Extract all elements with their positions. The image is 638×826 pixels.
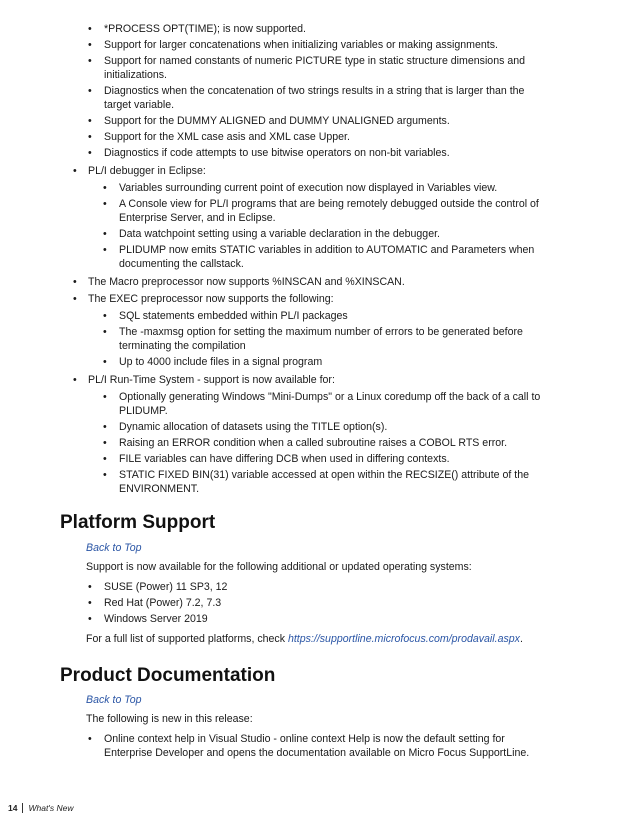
list-item: • SQL statements embedded within PL/I packages [101,309,561,323]
platform-note-text: For a full list of supported platforms, check [86,633,288,645]
list-item: • FILE variables can have differing DCB when used in differing contexts. [101,452,561,466]
list-item: • Raising an ERROR condition when a called subroutine raises a COBOL RTS error. [101,436,561,450]
feature-list [0,164,638,496]
platform-support-heading: Platform Support [60,512,216,533]
docs-list [86,732,556,760]
list-item: • Support for the XML case asis and XML case Upper. [86,130,546,144]
platform-note-suffix: . [519,633,523,645]
platform-support-section [86,541,556,646]
feature-sub-list [101,181,561,271]
footer-title: What's New [28,803,74,813]
prodavail-link[interactable]: https://supportline.microfocus.com/prodavail.aspx [287,633,520,645]
platform-item: • Windows Server 2019 [86,612,556,626]
back-to-top-link[interactable]: Back to Top [86,694,142,706]
list-item: • *PROCESS OPT(TIME); is now supported. [86,22,546,36]
list-item: • Up to 4000 include files in a signal program [101,355,561,369]
compiler-feature-list [86,22,546,160]
list-item: • STATIC FIXED BIN(31) variable accessed at open within the RECSIZE() attribute of the ENVIRONMENT. [101,468,561,496]
feature-sub-list [101,390,561,496]
list-item: • Support for larger concatenations when initializing variables or making assignments. [86,38,546,52]
platform-note [86,632,556,646]
platform-item: • SUSE (Power) 11 SP3, 12 [86,580,556,594]
feature-item-label: • PL/I debugger in Eclipse: [88,165,206,177]
feature-sub-list [101,309,561,369]
feature-item [73,164,558,271]
page-footer [8,803,74,813]
list-item: • Diagnostics if code attempts to use bitwise operators on non-bit variables. [86,146,546,160]
list-item: • Diagnostics when the concatenation of two strings results in a string that is larger than the target variable. [86,84,546,112]
list-item: • Optionally generating Windows "Mini-Dumps" or a Linux coredump off the back of a call to PLIDUMP. [101,390,561,418]
list-item: • A Console view for PL/I programs that are being remotely debugged outside the control of Enterprise Server, and in Eclipse. [101,197,561,225]
feature-item-label: • PL/I Run-Time System - support is now available for: [88,374,335,386]
platform-item: • Red Hat (Power) 7.2, 7.3 [86,596,556,610]
feature-item [73,292,558,369]
page-number: 14 [8,803,23,813]
list-item: • Support for named constants of numeric PICTURE type in static structure dimensions and initializations. [86,54,546,82]
product-documentation-heading: Product Documentation [60,665,276,686]
feature-item-label: • The Macro preprocessor now supports %INSCAN and %XINSCAN. [88,276,405,288]
feature-item-label: • The EXEC preprocessor now supports the following: [88,293,334,305]
docs-item: • Online context help in Visual Studio - online context Help is now the default setting for Enterprise Developer and opens the documentation available on Micro Focus SupportLine. [86,732,556,760]
feature-item [73,275,558,289]
platform-intro: Support is now available for the following additional or updated operating systems: [86,561,472,573]
list-item: • Variables surrounding current point of execution now displayed in Variables view. [101,181,561,195]
release-notes-content [0,20,638,500]
list-item: • Data watchpoint setting using a variable declaration in the debugger. [101,227,561,241]
list-item: • Dynamic allocation of datasets using the TITLE option(s). [101,420,561,434]
platform-list [86,580,556,626]
list-item: • The -maxmsg option for setting the maximum number of errors to be generated before terminating the compilation [101,325,561,353]
product-documentation-section [86,693,556,762]
back-to-top-link[interactable]: Back to Top [86,542,142,554]
docs-intro: The following is new in this release: [86,713,253,725]
list-item: • PLIDUMP now emits STATIC variables in addition to AUTOMATIC and Parameters when documenting the callstack. [101,243,561,271]
feature-item [73,373,558,496]
list-item: • Support for the DUMMY ALIGNED and DUMMY UNALIGNED arguments. [86,114,546,128]
